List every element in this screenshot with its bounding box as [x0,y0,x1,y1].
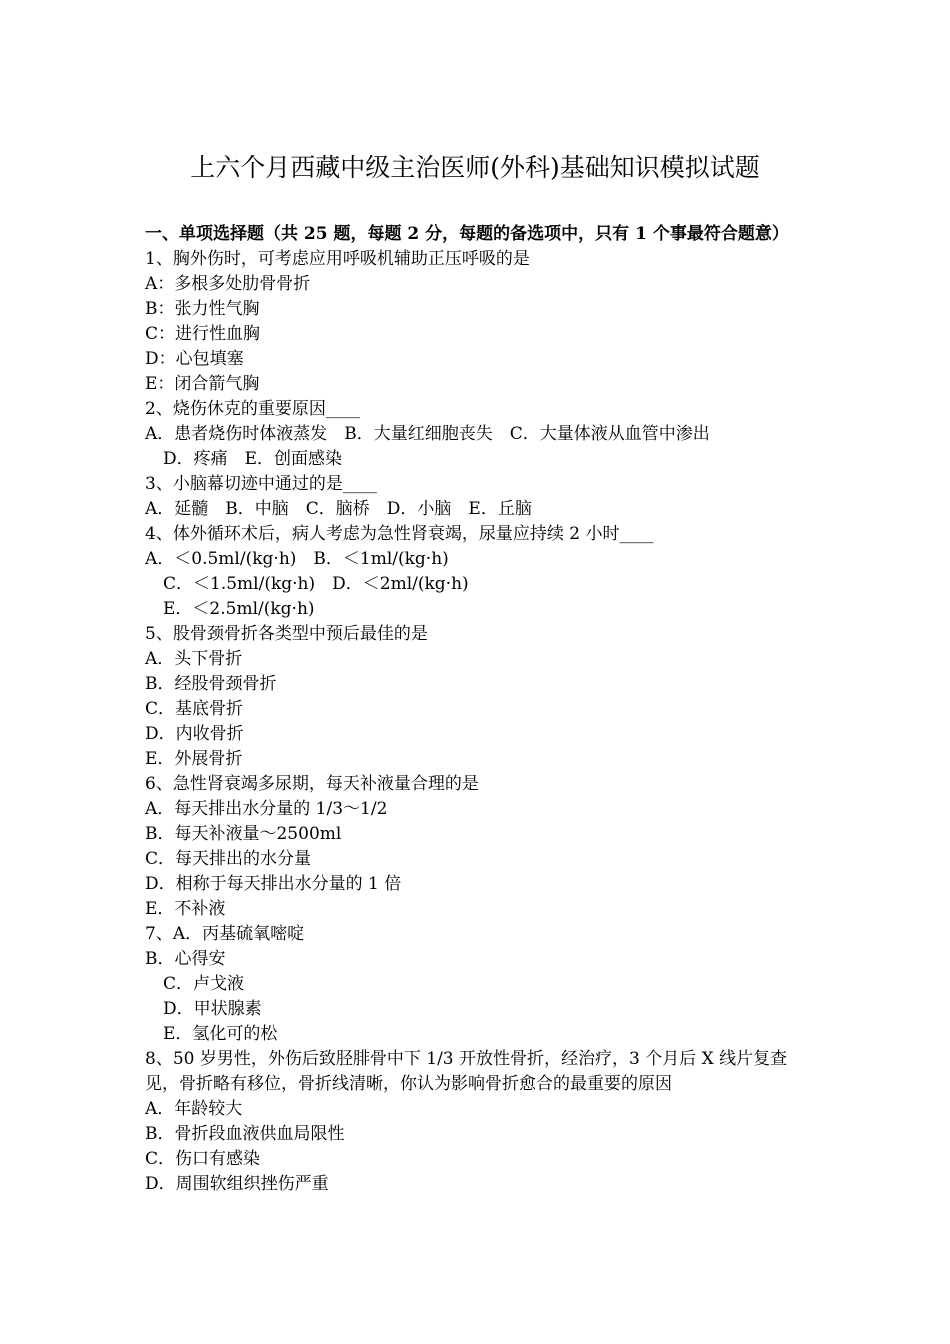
document-title: 上六个月西藏中级主治医师(外科)基础知识模拟试题 [190,153,760,182]
question-6-option-c: C．每天排出的水分量 [145,849,312,869]
question-7-option-d: D．甲状腺素 [163,999,262,1019]
question-5: 5、股骨颈骨折各类型中预后最佳的是 [145,624,428,644]
question-5-option-a: A．头下骨折 [145,649,243,669]
question-1-option-c: C：进行性血胸 [145,324,261,344]
question-5-option-e: E．外展骨折 [145,749,243,769]
question-4-options-ab: A．＜0.5ml/(kg·h) B．＜1ml/(kg·h) [145,549,449,569]
question-6-option-e: E．不补液 [145,899,226,919]
question-5-option-c: C．基底骨折 [145,699,244,719]
question-1: 1、胸外伤时，可考虑应用呼吸机辅助正压呼吸的是 [145,249,530,269]
question-7-option-e: E．氢化可的松 [163,1024,278,1044]
question-6: 6、急性肾衰竭多尿期，每天补液量合理的是 [145,774,479,794]
question-8-option-c: C．伤口有感染 [145,1149,261,1169]
question-8: 8、50 岁男性，外伤后致胫腓骨中下 1/3 开放性骨折，经治疗，3 个月后 X 线片复查见，骨折略有移位，骨折线清晰，你认为影响骨折愈合的最重要的原因 [145,1049,788,1094]
question-6-option-b: B．每天补液量～2500ml [145,824,342,844]
question-2-options-de: D．疼痛 E．创面感染 [163,449,343,469]
question-5-option-d: D．内收骨折 [145,724,244,744]
question-7: 7、A．丙基硫氧嘧啶 [145,924,305,944]
section-heading: 一、单项选择题（共 25 题，每题 2 分，每题的备选项中，只有 1 个事最符合题意） [145,224,789,244]
question-4: 4、体外循环术后，病人考虑为急性肾衰竭，尿量应持续 2 小时____ [145,524,654,544]
question-3: 3、小脑幕切迹中通过的是____ [145,474,377,494]
question-7-option-c: C．卢戈液 [163,974,245,994]
question-6-option-a: A．每天排出水分量的 1/3～1/2 [145,799,388,819]
question-4-option-e: E．＜2.5ml/(kg·h) [163,599,315,619]
question-2-options-abc: A．患者烧伤时体液蒸发 B．大量红细胞丧失 C．大量体液从血管中渗出 [145,424,710,444]
question-7-option-b: B．心得安 [145,949,226,969]
question-8-option-b: B．骨折段血液供血局限性 [145,1124,345,1144]
document-body [145,222,815,1197]
question-3-options: A．延髓 B．中脑 C．脑桥 D．小脑 E．丘脑 [145,499,532,519]
question-4-options-cd: C．＜1.5ml/(kg·h) D．＜2ml/(kg·h) [163,574,469,594]
question-1-option-e: E：闭合箭气胸 [145,374,260,394]
question-1-option-b: B：张力性气胸 [145,299,260,319]
question-1-option-a: A：多根多处肋骨骨折 [145,274,311,294]
question-2: 2、烧伤休克的重要原因____ [145,399,360,419]
question-1-option-d: D：心包填塞 [145,349,244,369]
question-5-option-b: B．经股骨颈骨折 [145,674,277,694]
question-8-option-d: D．周围软组织挫伤严重 [145,1174,329,1194]
question-6-option-d: D．相称于每天排出水分量的 1 倍 [145,874,402,894]
question-8-option-a: A．年龄较大 [145,1099,243,1119]
